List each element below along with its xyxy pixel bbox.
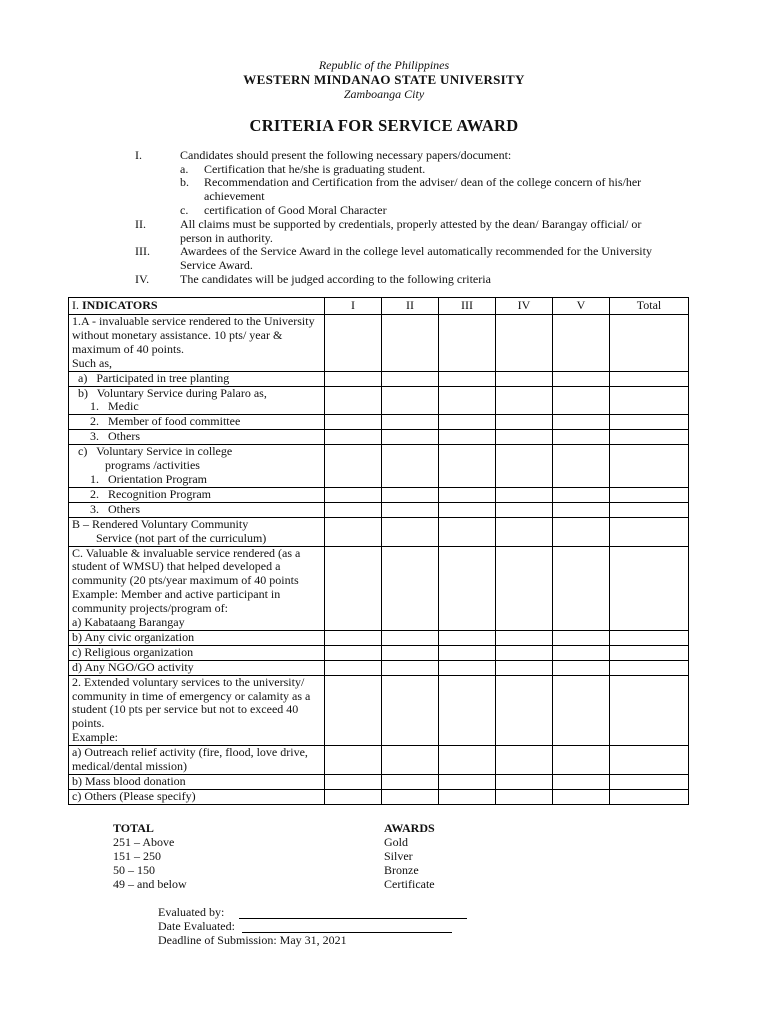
- indicator-cell: 2. Recognition Program: [69, 487, 325, 502]
- score-cell[interactable]: [325, 487, 382, 502]
- indicators-header-prefix: I.: [72, 298, 82, 312]
- table-row: [69, 430, 689, 445]
- requirement-text: The candidates will be judged according to the following criteria: [180, 272, 491, 286]
- score-cell[interactable]: [496, 746, 553, 775]
- score-cell[interactable]: [382, 386, 439, 415]
- score-cell[interactable]: [496, 517, 553, 546]
- university-name: WESTERN MINDANAO STATE UNIVERSITY: [243, 72, 525, 87]
- criteria-table: [68, 297, 689, 805]
- requirement-number: III.: [135, 244, 150, 258]
- range-item: 50 – 150: [113, 863, 155, 877]
- score-cell[interactable]: [496, 371, 553, 386]
- requirement-sub-text: certification of Good Moral Character: [204, 203, 387, 217]
- score-cell[interactable]: [439, 430, 496, 445]
- score-cell[interactable]: [382, 660, 439, 675]
- table-row: [69, 502, 689, 517]
- score-cell[interactable]: [439, 315, 496, 372]
- score-cell[interactable]: [496, 315, 553, 372]
- requirement-text: All claims must be supported by credentials, properly attested by the dean/ Barangay official/ or person in authority.: [180, 217, 642, 245]
- indicator-cell: b) Voluntary Service during Palaro as, 1. Medic: [69, 386, 325, 415]
- indicator-cell: C. Valuable & invaluable service rendered (as a student of WMSU) that helped developed a community (20 pts/year maximum of 40 points Example: Member and active participant in community projects/program of: a) Kabataang Barangay: [69, 546, 325, 630]
- score-cell[interactable]: [325, 675, 382, 746]
- total-score-cell[interactable]: [610, 645, 689, 660]
- score-cell[interactable]: [439, 775, 496, 790]
- score-cell[interactable]: [439, 630, 496, 645]
- column-header-total: Total: [610, 298, 689, 315]
- score-cell[interactable]: [439, 546, 496, 630]
- city-line: Zamboanga City: [343, 87, 425, 101]
- score-cell[interactable]: [496, 415, 553, 430]
- awards-list: [384, 821, 435, 891]
- score-cell[interactable]: [382, 775, 439, 790]
- table-row: [69, 775, 689, 790]
- score-cell[interactable]: [553, 487, 610, 502]
- score-cell[interactable]: [439, 445, 496, 488]
- score-cell[interactable]: [553, 386, 610, 415]
- criteria-table-body: [69, 315, 689, 805]
- total-score-cell[interactable]: [610, 502, 689, 517]
- table-row: [69, 645, 689, 660]
- deadline-row: [158, 933, 347, 947]
- score-cell[interactable]: [496, 660, 553, 675]
- score-cell[interactable]: [325, 645, 382, 660]
- score-cell[interactable]: [439, 645, 496, 660]
- column-header: V: [553, 298, 610, 315]
- score-cell[interactable]: [382, 502, 439, 517]
- total-score-cell[interactable]: [610, 775, 689, 790]
- table-row: [69, 746, 689, 775]
- score-cell[interactable]: [553, 645, 610, 660]
- requirement-sub-letter: c.: [180, 203, 189, 217]
- score-cell[interactable]: [382, 430, 439, 445]
- total-score-cell[interactable]: [610, 660, 689, 675]
- date-evaluated-field[interactable]: [242, 921, 452, 933]
- score-cell[interactable]: [382, 789, 439, 804]
- indicator-cell: b) Any civic organization: [69, 630, 325, 645]
- score-cell[interactable]: [553, 415, 610, 430]
- indicator-cell: d) Any NGO/GO activity: [69, 660, 325, 675]
- indicators-header-label: INDICATORS: [82, 298, 158, 312]
- awards-header: AWARDS: [384, 821, 435, 835]
- total-score-cell[interactable]: [610, 415, 689, 430]
- column-header: IV: [496, 298, 553, 315]
- total-score-cell[interactable]: [610, 430, 689, 445]
- score-cell[interactable]: [382, 630, 439, 645]
- score-cell[interactable]: [553, 630, 610, 645]
- score-cell[interactable]: [382, 445, 439, 488]
- range-item: 151 – 250: [113, 849, 161, 863]
- score-cell[interactable]: [439, 502, 496, 517]
- score-cell[interactable]: [382, 371, 439, 386]
- score-cell[interactable]: [325, 746, 382, 775]
- total-score-cell[interactable]: [610, 630, 689, 645]
- total-score-cell[interactable]: [610, 315, 689, 372]
- score-cell[interactable]: [325, 315, 382, 372]
- score-cell[interactable]: [553, 746, 610, 775]
- score-cell[interactable]: [496, 386, 553, 415]
- total-score-cell[interactable]: [610, 487, 689, 502]
- total-score-cell[interactable]: [610, 517, 689, 546]
- score-cell[interactable]: [496, 775, 553, 790]
- score-cell[interactable]: [439, 660, 496, 675]
- score-cell[interactable]: [325, 789, 382, 804]
- indicator-cell: 3. Others: [69, 430, 325, 445]
- requirement-sub-letter: b.: [180, 175, 189, 189]
- score-cell[interactable]: [325, 386, 382, 415]
- score-cell[interactable]: [553, 445, 610, 488]
- requirement-sub-letter: a.: [180, 162, 189, 176]
- table-row: [69, 487, 689, 502]
- score-cell[interactable]: [496, 487, 553, 502]
- score-cell[interactable]: [496, 645, 553, 660]
- score-cell[interactable]: [496, 546, 553, 630]
- score-cell[interactable]: [553, 517, 610, 546]
- table-row: [69, 546, 689, 630]
- score-cell[interactable]: [325, 630, 382, 645]
- score-cell[interactable]: [382, 746, 439, 775]
- table-row: [69, 371, 689, 386]
- evaluated-by-field[interactable]: [239, 907, 467, 919]
- score-cell[interactable]: [439, 746, 496, 775]
- score-cell[interactable]: [325, 775, 382, 790]
- score-cell[interactable]: [553, 660, 610, 675]
- date-evaluated-row: [158, 919, 452, 933]
- table-row: [69, 415, 689, 430]
- evaluated-by-row: [158, 905, 467, 919]
- indicator-cell: 1.A - invaluable service rendered to the University without monetary assistance. 10 pts/ year & maximum of 40 points. Such as,: [69, 315, 325, 372]
- column-header: I: [325, 298, 382, 315]
- requirement-text: Candidates should present the following necessary papers/document:: [180, 148, 512, 162]
- score-cell[interactable]: [325, 546, 382, 630]
- score-cell[interactable]: [553, 546, 610, 630]
- score-cell[interactable]: [382, 645, 439, 660]
- requirement-number: II.: [135, 217, 146, 231]
- table-row: [69, 445, 689, 488]
- indicator-cell: c) Religious organization: [69, 645, 325, 660]
- total-score-cell[interactable]: [610, 546, 689, 630]
- award-item: Gold: [384, 835, 408, 849]
- award-item: Silver: [384, 849, 413, 863]
- score-cell[interactable]: [496, 675, 553, 746]
- indicator-cell: c) Others (Please specify): [69, 789, 325, 804]
- score-cell[interactable]: [382, 517, 439, 546]
- total-header: TOTAL: [113, 821, 154, 835]
- table-row: [69, 789, 689, 804]
- total-score-cell[interactable]: [610, 445, 689, 488]
- score-cell[interactable]: [325, 430, 382, 445]
- indicator-cell: 2. Extended voluntary services to the university/ community in time of emergency or calamity as a student (10 pts per service but not to exceed 40 points. Example:: [69, 675, 325, 746]
- score-cell[interactable]: [553, 371, 610, 386]
- score-cell[interactable]: [439, 386, 496, 415]
- indicator-cell: b) Mass blood donation: [69, 775, 325, 790]
- score-cell[interactable]: [325, 517, 382, 546]
- indicator-cell: 2. Member of food committee: [69, 415, 325, 430]
- award-item: Bronze: [384, 863, 419, 877]
- date-evaluated-label: Date Evaluated:: [158, 919, 235, 933]
- range-item: 251 – Above: [113, 835, 175, 849]
- evaluated-by-label: Evaluated by:: [158, 905, 225, 919]
- score-cell[interactable]: [382, 415, 439, 430]
- score-cell[interactable]: [553, 502, 610, 517]
- score-cell[interactable]: [553, 315, 610, 372]
- score-cell[interactable]: [382, 546, 439, 630]
- score-cell[interactable]: [439, 415, 496, 430]
- indicator-cell: a) Outreach relief activity (fire, flood, love drive, medical/dental mission): [69, 746, 325, 775]
- column-header: II: [382, 298, 439, 315]
- score-cell[interactable]: [382, 487, 439, 502]
- score-cell[interactable]: [496, 630, 553, 645]
- document-title: CRITERIA FOR SERVICE AWARD: [249, 116, 519, 135]
- deadline-text: Deadline of Submission: May 31, 2021: [158, 933, 347, 947]
- score-cell[interactable]: [553, 430, 610, 445]
- score-cell[interactable]: [325, 415, 382, 430]
- indicator-cell: B – Rendered Voluntary Community Service (not part of the curriculum): [69, 517, 325, 546]
- total-score-cell[interactable]: [610, 675, 689, 746]
- indicator-cell: 3. Others: [69, 502, 325, 517]
- total-score-cell[interactable]: [610, 746, 689, 775]
- total-score-cell[interactable]: [610, 386, 689, 415]
- requirement-number: IV.: [135, 272, 150, 286]
- score-cell[interactable]: [325, 445, 382, 488]
- score-cell[interactable]: [439, 487, 496, 502]
- score-cell[interactable]: [439, 371, 496, 386]
- requirement-sub-text: Recommendation and Certification from the adviser/ dean of the college concern of his/her achievement: [204, 175, 642, 203]
- score-cell[interactable]: [496, 502, 553, 517]
- score-cell[interactable]: [325, 502, 382, 517]
- score-cell[interactable]: [496, 789, 553, 804]
- table-row: [69, 660, 689, 675]
- score-cell[interactable]: [439, 675, 496, 746]
- score-cell[interactable]: [553, 789, 610, 804]
- total-ranges: [113, 821, 187, 891]
- score-cell[interactable]: [439, 517, 496, 546]
- table-row: [69, 315, 689, 372]
- column-header: III: [439, 298, 496, 315]
- score-cell[interactable]: [325, 371, 382, 386]
- total-score-cell[interactable]: [610, 789, 689, 804]
- table-header-row: [69, 298, 689, 315]
- score-cell[interactable]: [496, 445, 553, 488]
- table-row: [69, 630, 689, 645]
- requirement-text: Awardees of the Service Award in the college level automatically recommended for the University Service Award.: [180, 244, 652, 272]
- indicator-cell: c) Voluntary Service in college programs /activities 1. Orientation Program: [69, 445, 325, 488]
- score-cell[interactable]: [382, 315, 439, 372]
- score-cell[interactable]: [553, 775, 610, 790]
- indicators-header: [69, 298, 325, 315]
- table-row: [69, 517, 689, 546]
- total-score-cell[interactable]: [610, 371, 689, 386]
- republic-line: Republic of the Philippines: [318, 58, 450, 72]
- table-row: [69, 386, 689, 415]
- score-cell[interactable]: [382, 675, 439, 746]
- indicator-cell: a) Participated in tree planting: [69, 371, 325, 386]
- range-item: 49 – and below: [113, 877, 187, 891]
- score-cell[interactable]: [553, 675, 610, 746]
- score-cell[interactable]: [439, 789, 496, 804]
- table-row: [69, 675, 689, 746]
- award-item: Certificate: [384, 877, 435, 891]
- requirement-number: I.: [135, 148, 142, 162]
- score-cell[interactable]: [325, 660, 382, 675]
- requirement-sub-text: Certification that he/she is graduating student.: [204, 162, 426, 176]
- score-cell[interactable]: [496, 430, 553, 445]
